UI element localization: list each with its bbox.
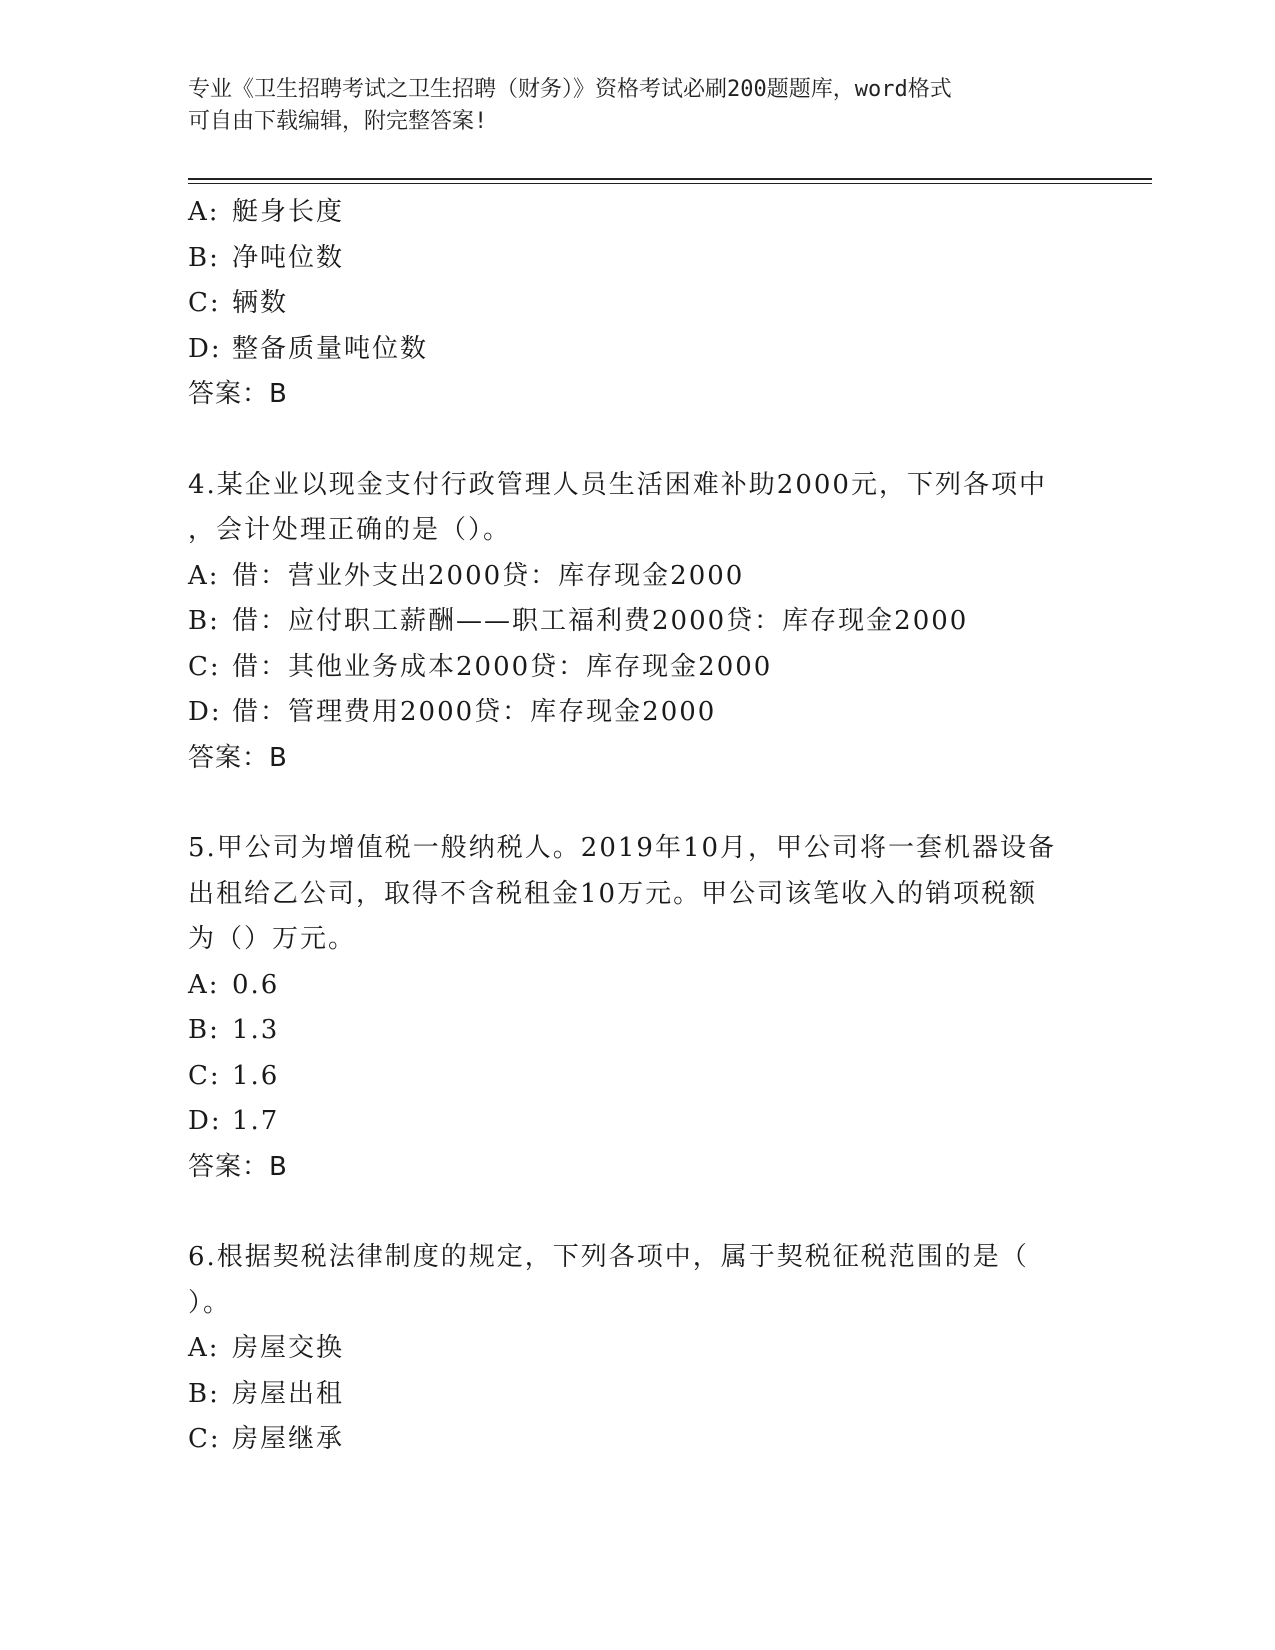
option-text: 艇身长度 [232,197,345,227]
option-text: 净吨位数 [232,242,345,273]
question-stem: 5.甲公司为增值税一般纳税人。2019年10月，甲公司将一套机器设备 [188,833,1057,863]
header-line-1: 专业《卫生招聘考试之卫生招聘（财务）》资格考试必刷200题题库，word格式 [188,77,952,102]
question-6 [188,1235,1088,1463]
option-text: 1.3 [232,1015,280,1045]
option-text: 辆数 [232,288,289,318]
option-text: 1.7 [232,1106,280,1136]
option-b [188,1372,1088,1418]
spacer [188,418,1088,463]
question-stem: 为（）万元。 [188,924,357,954]
question-stem: 4.某企业以现金支付行政管理人员生活困难补助2000元，下列各项中 [188,469,1047,500]
option-c [188,281,1088,327]
option-c [188,1417,1088,1463]
option-a [188,190,1088,236]
answer-line: 答案：B [188,379,288,409]
option-c [188,645,1088,691]
question-stem: 6.根据契税法律制度的规定，下列各项中，属于契税征税范围的是（ [188,1242,1029,1272]
option-b [188,236,1088,282]
header-divider-thick [188,178,1152,180]
option-text: 借：营业外支出2000贷：库存现金2000 [232,560,745,591]
option-key: A: [188,197,220,227]
answer-line: 答案：B [188,742,288,773]
option-key: B: [188,242,220,273]
spacer [188,1190,1088,1235]
option-d [188,327,1088,373]
header-divider-thin [188,183,1152,184]
option-key: C: [188,1060,221,1091]
option-key: C: [188,651,221,682]
option-text: 房屋出租 [232,1378,345,1409]
answer-line: 答案：B [188,1151,288,1182]
option-d [188,690,1088,736]
option-key: A: [188,560,220,591]
question-4 [188,463,1088,782]
option-key: A: [188,1333,220,1363]
question-5 [188,826,1088,1190]
option-b [188,1008,1088,1054]
option-a [188,1326,1088,1372]
header-line-2: 可自由下载编辑，附完整答案! [188,109,488,134]
option-b [188,599,1088,645]
question-stem: ，会计处理正确的是（）。 [188,515,512,545]
question-stem: 出租给乙公司，取得不含税租金10万元。甲公司该笔收入的销项税额 [188,878,1038,909]
option-key: B: [188,606,220,636]
option-key: C: [188,288,221,318]
option-key: C: [188,1424,221,1454]
question-3 [188,190,1088,418]
question-stem: ）。 [188,1287,232,1318]
option-key: D: [188,333,222,364]
option-text: 借：应付职工薪酬——职工福利费2000贷：库存现金2000 [232,606,969,636]
option-text: 房屋继承 [232,1424,345,1454]
spacer [188,781,1088,826]
question-content [188,190,1088,1463]
option-key: B: [188,1378,220,1409]
option-d [188,1099,1088,1145]
option-c [188,1054,1088,1100]
option-text: 借：其他业务成本2000贷：库存现金2000 [232,651,773,682]
option-a [188,963,1088,1009]
document-header [188,74,1068,138]
option-text: 0.6 [232,969,280,1000]
option-text: 借：管理费用2000贷：库存现金2000 [232,697,717,727]
option-key: D: [188,1106,222,1136]
option-text: 1.6 [232,1060,280,1091]
option-key: D: [188,697,222,727]
option-text: 房屋交换 [232,1333,345,1363]
option-text: 整备质量吨位数 [232,333,429,364]
option-a [188,554,1088,600]
option-key: B: [188,1015,220,1045]
option-key: A: [188,969,220,1000]
